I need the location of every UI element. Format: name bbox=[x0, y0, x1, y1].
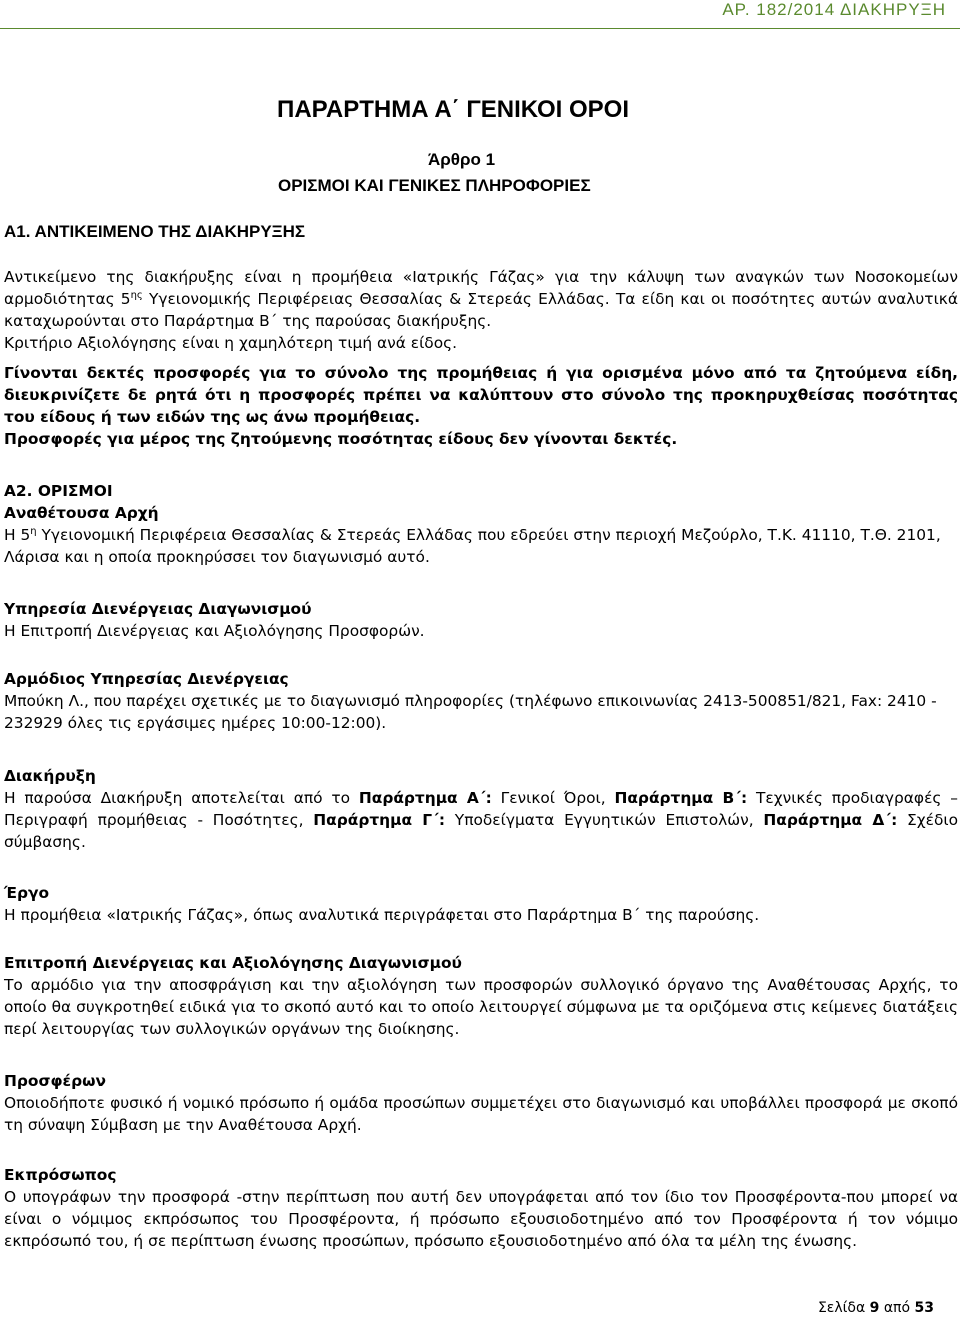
article-title: ΟΡΙΣΜΟΙ ΚΑΙ ΓΕΝΙΚΕΣ ΠΛΗΡΟΦΟΡΙΕΣ bbox=[278, 176, 591, 195]
page-footer bbox=[818, 1300, 934, 1316]
declaration-label: Διακήρυξη bbox=[4, 767, 96, 785]
partial-offers-bold-text: Προσφορές για μέρος της ζητούμενης ποσότητας είδους δεν γίνονται δεκτές. bbox=[4, 430, 678, 448]
acceptance-bold-text: Γίνονται δεκτές προσφορές για το σύνολο της προμήθειας ή για ορισμένα μόνο από τα ζητούμενα είδη, διευκρινίζετε δε ρητά ότι η προσφορές πρέπει να καλύπτουν στο σύνολο της προκηρυχθείσας ποσότητας του είδους ή των ειδών της ως άνω προμήθειας. bbox=[4, 364, 958, 426]
footer-of: από bbox=[883, 1300, 911, 1316]
definition-service bbox=[4, 598, 958, 642]
section-a1-heading: Α1. ΑΝΤΙΚΕΙΜΕΝΟ ΤΗΣ ΔΙΑΚΗΡΥΞΗΣ bbox=[4, 222, 306, 241]
article-number: Άρθρο 1 bbox=[428, 150, 496, 169]
declaration-text-3: Τεχνικές προδιαγραφές – Περιγραφή προμήθειας - Ποσότητες, bbox=[4, 789, 958, 829]
bidder-text: Οποιοδήποτε φυσικό ή νομικό πρόσωπο ή ομάδα προσώπων συμμετέχει στο διαγωνισμό και υποβάλλει προσφορά με σκοπό τη σύναψη Σύμβαση με την Αναθέτουσα Αρχή. bbox=[4, 1094, 958, 1134]
representative-label: Εκπρόσωπος bbox=[4, 1166, 117, 1184]
subject-ordinal: ης bbox=[130, 289, 143, 301]
authority-text-end: Υγειονομική Περιφέρεια Θεσσαλίας & Στερεάς Ελλάδας που εδρεύει στην περιοχή Μεζούρλο, Τ.Κ. 41110, Τ.Θ. 2101, Λάρισα και η οποία προκηρύσσει τον διαγωνισμό αυτό. bbox=[4, 526, 941, 566]
definition-declaration bbox=[4, 765, 958, 853]
subject-text-start: Αντικείμενο της διακήρυξης είναι η προμήθεια «Ιατρικής Γάζας» για την κάλυψη των αναγκών των Νοσοκομείων αρμοδιότητας 5 bbox=[4, 268, 958, 308]
definition-competent bbox=[4, 668, 958, 734]
definition-authority bbox=[4, 502, 958, 568]
declaration-text-4: Υποδείγματα Εγγυητικών Επιστολών, bbox=[445, 811, 764, 829]
annex-c-ref: Παράρτημα Γ΄: bbox=[313, 811, 446, 829]
running-header bbox=[0, 0, 960, 26]
section-a2-heading: Α2. ΟΡΙΣΜΟΙ bbox=[4, 482, 113, 500]
work-text: Η προμήθεια «Ιατρικής Γάζας», όπως αναλυτικά περιγράφεται στο Παράρτημα Β΄ της παρούσης. bbox=[4, 906, 760, 924]
declaration-text-2: Γενικοί Όροι, bbox=[491, 789, 615, 807]
authority-ordinal: η bbox=[30, 525, 37, 537]
definition-bidder bbox=[4, 1070, 958, 1136]
definition-representative bbox=[4, 1164, 958, 1252]
committee-text: Το αρμόδιο για την αποσφράγιση και την αξιολόγηση των προσφορών συλλογικό όργανο της Αναθέτουσας Αρχής, το οποίο θα συγκροτηθεί ειδικά για το σκοπό αυτό και το οποίο λειτουργεί σύμφωνα με τα οριζόμενα στις κείμενες διατάξεις περί λειτουργίας των συλλογικών οργάνων της διοίκησης. bbox=[4, 976, 958, 1038]
definition-committee bbox=[4, 952, 958, 1040]
criterion-text: Κριτήριο Αξιολόγησης είναι η χαμηλότερη τιμή ανά είδος. bbox=[4, 334, 458, 352]
authority-label: Αναθέτουσα Αρχή bbox=[4, 504, 159, 522]
work-label: Έργο bbox=[4, 884, 50, 902]
definition-work bbox=[4, 882, 958, 926]
bidder-label: Προσφέρων bbox=[4, 1072, 106, 1090]
service-label: Υπηρεσία Διενέργειας Διαγωνισμού bbox=[4, 600, 312, 618]
subject-paragraph bbox=[4, 266, 958, 332]
annex-d-ref: Παράρτημα Δ΄: bbox=[763, 811, 898, 829]
footer-page-number: 9 bbox=[869, 1300, 880, 1316]
authority-text-start: Η 5 bbox=[4, 526, 31, 544]
annex-b-ref: Παράρτημα Β΄: bbox=[614, 789, 748, 807]
header-text: ΑΡ. 182/2014 ΔΙΑΚΗΡΥΞΗ bbox=[722, 0, 946, 19]
declaration-text-1: Η παρούσα Διακήρυξη αποτελείται από το bbox=[4, 789, 359, 807]
committee-label: Επιτροπή Διενέργειας και Αξιολόγησης Διαγωνισμού bbox=[4, 954, 462, 972]
annex-a-ref: Παράρτημα Α΄: bbox=[358, 789, 492, 807]
annex-title: ΠΑΡΑΡΤΗΜΑ Α΄ ΓΕΝΙΚΟΙ ΟΡΟΙ bbox=[277, 96, 629, 123]
representative-text: Ο υπογράφων την προσφορά -στην περίπτωση που αυτή δεν υπογράφεται από τον ίδιο τον Προσφέροντα-που μπορεί να είναι ο νόμιμος εκπρόσωπος του Προσφέροντα, ή πρόσωπο εξουσιοδοτημένο από τον Προσφέροντα ή τον νόμιμο εκπρόσωπό του, ή σε περίπτωση ένωσης προσώπων, πρόσωπο εξουσιοδοτημένο από όλα τα μέλη της ένωσης. bbox=[4, 1188, 958, 1250]
footer-label: Σελίδα bbox=[817, 1300, 866, 1316]
footer-total-pages: 53 bbox=[914, 1300, 934, 1316]
declaration-text-5: Σχέδιο σύμβασης. bbox=[4, 811, 958, 851]
subject-text-end: Υγειονομικής Περιφέρειας Θεσσαλίας & Στερεάς Ελλάδας. Τα είδη και οι ποσότητες αυτών αναλυτικά καταχωρούνται στο Παράρτημα Β΄ της παρούσας διακήρυξης. bbox=[4, 290, 958, 330]
header-rule bbox=[0, 28, 960, 29]
competent-label: Αρμόδιος Υπηρεσίας Διενέργειας bbox=[4, 670, 289, 688]
competent-text: Μπούκη Λ., που παρέχει σχετικές με το διαγωνισμό πληροφορίες (τηλέφωνο επικοινωνίας 2413-500851/821, Fax: 2410 - 232929 όλες τις εργάσιμες ημέρες 10:00-12:00). bbox=[4, 692, 937, 732]
service-text: Η Επιτροπή Διενέργειας και Αξιολόγησης Προσφορών. bbox=[4, 622, 425, 640]
